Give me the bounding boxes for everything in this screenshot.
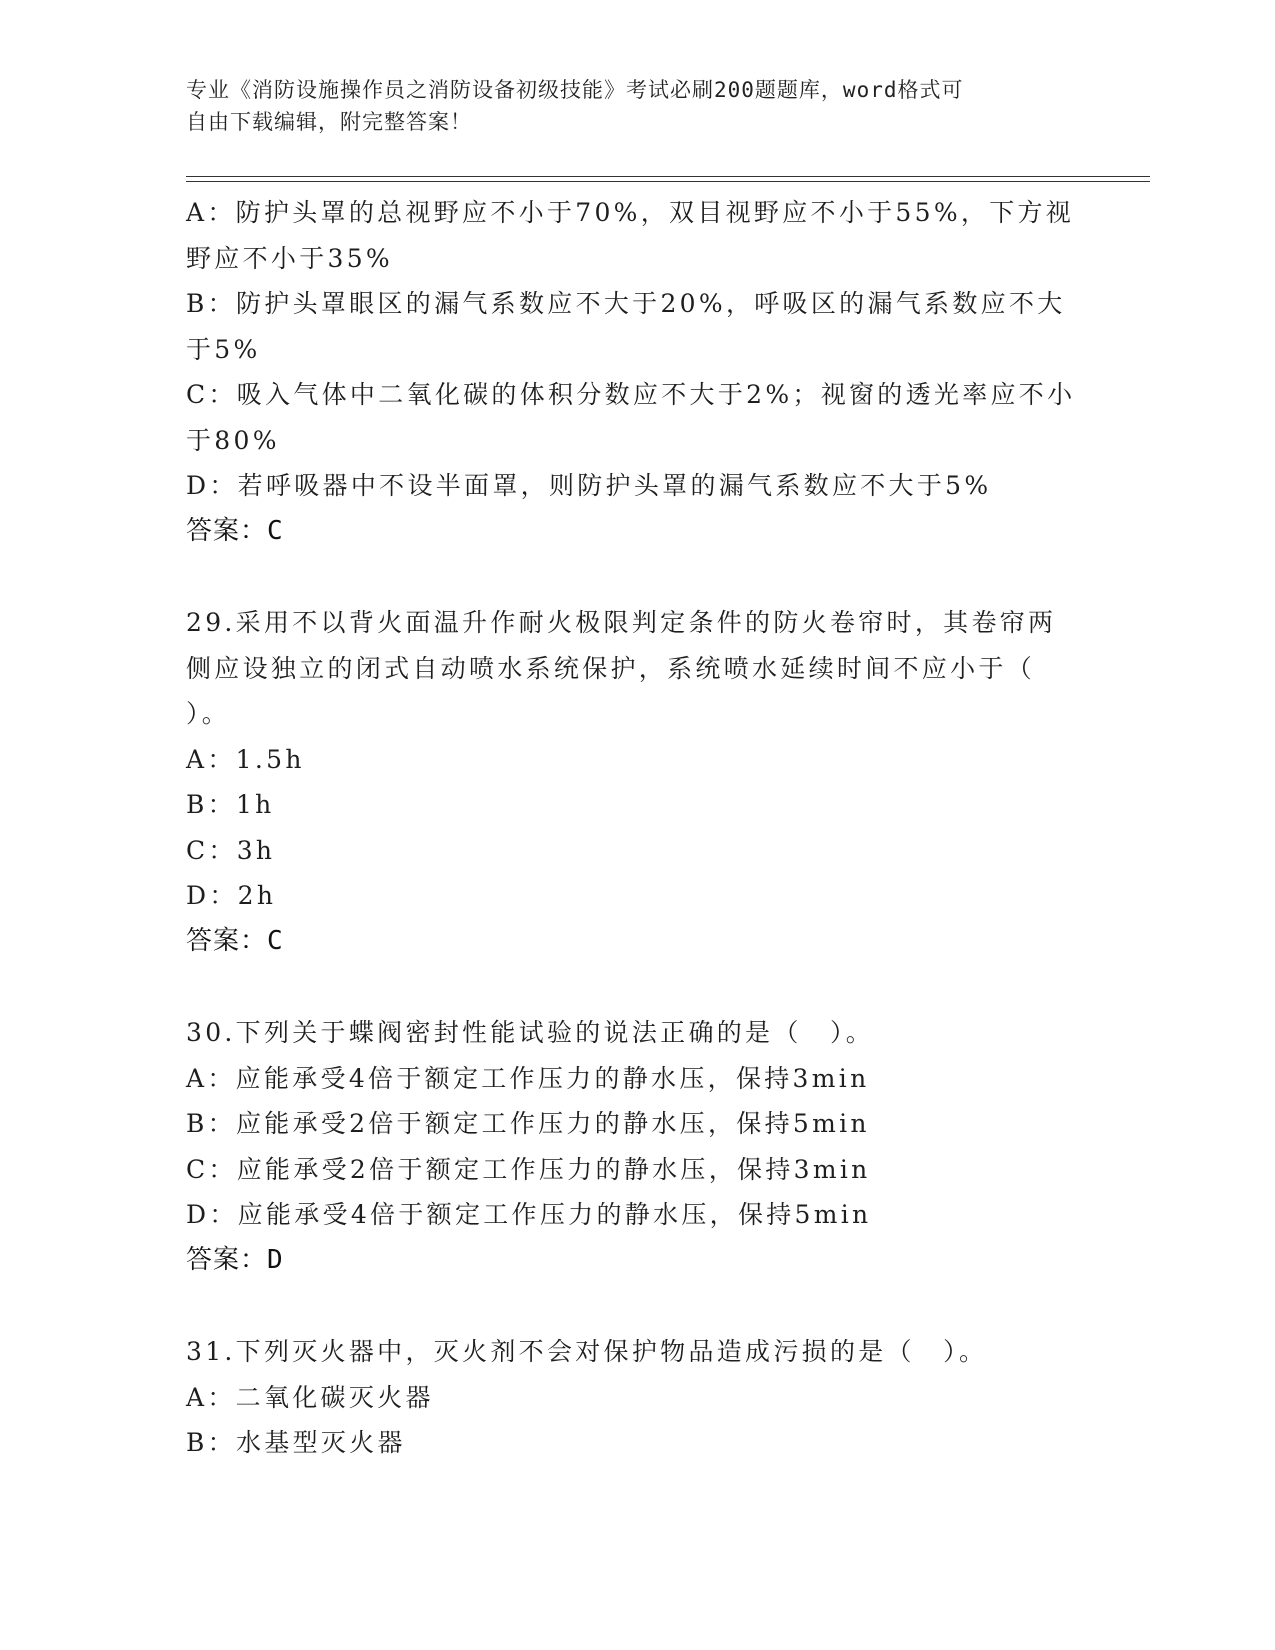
header-divider-top (186, 176, 1150, 177)
question-stem-line: 侧应设独立的闭式自动喷水系统保护，系统喷水延续时间不应小于（ (186, 653, 1036, 683)
question-29 (186, 600, 1086, 964)
header-line-1: 专业《消防设施操作员之消防设备初级技能》考试必刷200题题库，word格式可 (186, 78, 964, 102)
option-line: 于5% (186, 334, 261, 364)
spacer (186, 1283, 1086, 1329)
question-stem-line: 31.下列灭火器中，灭火剂不会对保护物品造成污损的是（ ）。 (186, 1337, 988, 1366)
option-line: A：二氧化碳灭火器 (186, 1382, 434, 1412)
question-31 (186, 1329, 1086, 1466)
header-divider-bottom (186, 181, 1150, 182)
spacer (186, 554, 1086, 600)
option-line: B：水基型灭火器 (186, 1428, 406, 1457)
option-line: B：防护头罩眼区的漏气系数应不大于20%，呼吸区的漏气系数应不大 (186, 289, 1066, 318)
answer-line: 答案：C (186, 925, 284, 956)
option-line: D：应能承受4倍于额定工作压力的静水压，保持5min (186, 1200, 872, 1229)
option-line: A：防护头罩的总视野应不小于70%，双目视野应不小于55%，下方视 (186, 198, 1075, 227)
option-line: D：2h (186, 881, 277, 910)
question-stem-line: 29.采用不以背火面温升作耐火极限判定条件的防火卷帘时，其卷帘两 (186, 608, 1057, 637)
question-30 (186, 1010, 1086, 1283)
option-line: B：应能承受2倍于额定工作压力的静水压，保持5min (186, 1109, 870, 1138)
document-header (186, 74, 1066, 138)
document-body (186, 190, 1086, 1466)
option-line: 野应不小于35% (186, 243, 393, 273)
option-line: 于80% (186, 425, 280, 455)
option-line: C：3h (186, 835, 276, 865)
option-line: C：吸入气体中二氧化碳的体积分数应不大于2%；视窗的透光率应不小 (186, 380, 1076, 409)
answer-line: 答案：D (186, 1244, 284, 1275)
question-stem-line: 30.下列关于蝶阀密封性能试验的说法正确的是（ ）。 (186, 1018, 875, 1047)
spacer (186, 964, 1086, 1010)
option-line: C：应能承受2倍于额定工作压力的静水压，保持3min (186, 1154, 871, 1184)
question-28 (186, 190, 1086, 554)
answer-line: 答案：C (186, 515, 284, 546)
option-line: A：应能承受4倍于额定工作压力的静水压，保持3min (186, 1063, 870, 1093)
option-line: A：1.5h (186, 744, 305, 774)
question-stem-line: ）。 (186, 699, 231, 728)
header-line-2: 自由下载编辑，附完整答案！ (186, 110, 472, 134)
option-line: B：1h (186, 790, 275, 819)
option-line: D：若呼吸器中不设半面罩，则防护头罩的漏气系数应不大于5% (186, 471, 992, 500)
